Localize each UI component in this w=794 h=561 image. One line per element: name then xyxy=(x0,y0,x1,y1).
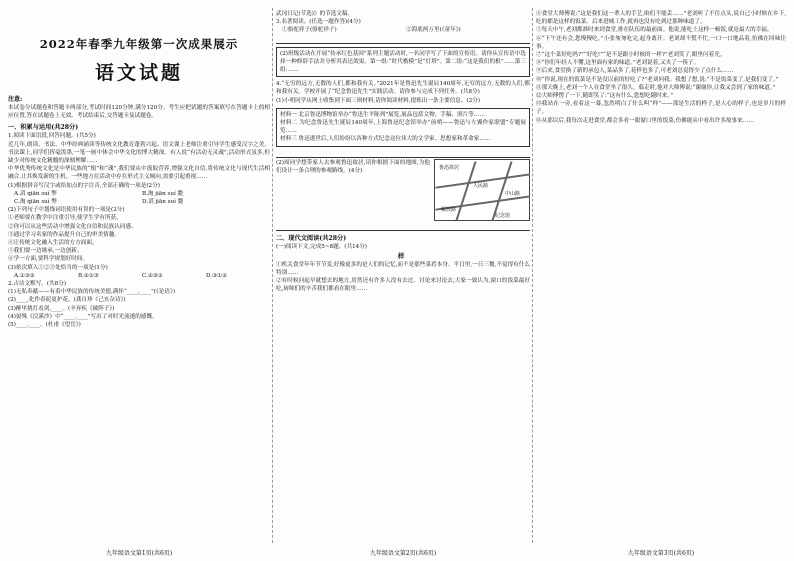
column-divider xyxy=(532,8,533,543)
article-paragraph: ⑤每天中午,老刘都准时来到食堂,排在队伍的最前面。他说,能吃上这样一顿饭,就是最大的幸福。 xyxy=(536,27,773,34)
page-footer: 九年级语文第2页(共6页) xyxy=(369,550,437,557)
material-3: 材料三 鲁迅逝世后,人们纷纷以各种方式纪念这位伟大的文学家、思想家和革命家…… xyxy=(280,136,491,143)
option: C.淘 qiān suì 弊 xyxy=(14,199,57,206)
question-1-2: (2)下列句子中划线词语使用有误的一项是(2分) xyxy=(8,207,125,214)
item: ③通过学习名家的作品提升自己的审美情趣。 xyxy=(8,231,120,238)
option: D.③①② xyxy=(206,272,228,279)
material-1: 材料一 北京鲁迅博物馆举办“鲁迅生平陈列”展览,展品包括文物、手稿、照片等…… xyxy=(280,111,486,118)
answer-line xyxy=(276,150,530,158)
article-title: 样 xyxy=(397,251,409,260)
route-map xyxy=(434,159,530,221)
article-paragraph: ⑫大师傅愣了一下,随即笑了:“这有什么,您想吃随时来。” xyxy=(536,93,674,100)
question-1-3: (3)依次填入①②③处恰当的一项是(1分) xyxy=(8,264,108,271)
reading-instruction: (一)阅读下文,完成5~8题。(共14分) xyxy=(276,243,367,250)
fill-line: (5)____,____。(杜甫《望岳》) xyxy=(8,322,81,329)
map-label: 中山路 xyxy=(505,190,521,197)
question-3: 3.名著阅读。(任选一题作答)(4分) xyxy=(276,19,361,26)
item: ④让传统文化融入生活的方方面面。 xyxy=(8,240,98,247)
option: ①骆驼祥子(骆驼祥子) xyxy=(282,27,337,34)
column-2 xyxy=(276,10,530,540)
option: B.淘 jiān suí 斃 xyxy=(142,190,184,197)
option: A.①③② xyxy=(14,272,35,279)
column-1 xyxy=(8,10,270,540)
question-1: 1.阅读下面语段,回答问题。(共5分) xyxy=(8,133,96,140)
article-paragraph: ⑨后来,食堂换了新的承包人,菜品多了,花样也多了,可老刘总觉得少了点什么…… xyxy=(536,68,734,75)
fill-line: (3)醉里挑灯看剑,____。(辛弃疾《破阵子》) xyxy=(8,305,115,312)
question-1-1: (1)根据拼音写汉字或给加点的字注音,全部正确的一项是(2分) xyxy=(8,182,160,189)
column-3 xyxy=(536,10,786,540)
paragraph: 近几年,朗读、书法、中华经典诵读等传统文化教育蓬勃兴起。语文课上老师注重引导学生感受汉字之美。书法课上,同学们挥毫泼墨,一笔一画中体会中华文化的博大精深。有人说“有活动无灵魂”,活动形式虽多,但缺少对传统文化精髓的深刻理解…… xyxy=(8,141,270,165)
notice-text: 本试卷分试题卷和答题卡两部分,考试时间120分钟,满分120分。考生应把试题的答案填写在答题卡上的相应位置,答在试题卷上无效。考试结束后,交答题卡及试题卷。 xyxy=(8,105,270,120)
option: B.②①③ xyxy=(78,272,99,279)
material-2: 材料二 为纪念鲁迅先生诞辰140周年,上海鲁迅纪念馆举办“前哨——鲁迅与左翼作家联盟”专题展览…… xyxy=(280,120,526,135)
question-4-1: (1)小明同学从网上收集到下面三则材料,请你阅读材料,提炼出一条主要信息。(2分) xyxy=(276,97,480,104)
continuation-text: 武冈日记(节选)》的节选文稿。 xyxy=(276,11,354,17)
option: C.②③① xyxy=(142,272,163,279)
paragraph: 中华优秀传统文化是中华民族的“根”和“魂”,我们要从中汲取营养,增强文化自信,将传统文化与现代生活相融合,让其焕发新的生机。一些地方在活动中存在形式主义倾向,需要引起重视…… xyxy=(8,166,270,181)
question-2: 2.古诗文默写。(共8分) xyxy=(8,281,67,288)
article-paragraph: ⑬我站在一旁,看着这一幕,忽然明白了什么叫“样”——那是生活的样子,是人心的样子,也是岁月的样子。 xyxy=(536,101,786,116)
answer-line xyxy=(276,36,530,44)
question-4-2: (2)周同学想带家人去参观鲁迅故居,请你根据下面的地图,为他们设计一条合理的参观路线。(4分) xyxy=(276,159,430,174)
map-label: 鲁迅故居 xyxy=(439,164,460,171)
article-paragraph: ⑦“这个菜好吃吗?”“好吃!”“是不是跟小时候的一样?”老刘笑了,眼里闪着光。 xyxy=(536,52,726,59)
article-paragraph: ②有时候问起早就想去的地方,居然还有许多人没有去过。讨论来讨论去,大家一致认为,窗口的饭菜最好吃,厨师们的辛苦我们都看在眼里…… xyxy=(276,278,530,293)
answer-line xyxy=(276,223,530,231)
map-label: 纪念馆 xyxy=(495,212,511,219)
column-divider xyxy=(272,8,273,543)
page-footer: 九年级语文第3页(共6页) xyxy=(627,550,695,557)
option: D.滔 jiān suì 斃 xyxy=(142,199,184,206)
article-paragraph: ①机关食堂年年节节变,好像更多的是人们的记忆,而不是那些菜肴本身。平日里,一日三餐,不觉得有什么特别…… xyxy=(276,261,530,277)
question-4: 4.“无穷的远方,无数的人们,都和我有关。”2021年是鲁迅先生诞辰140周年,无穷的远方,无数的人们,都和我有关。学校开展了“纪念鲁迅先生”实践活动。请你参与完成下列任务。(共8分) xyxy=(276,81,530,96)
boxed-question: (2)班级活动在开展“传承红色基因”系列主题活动时,一名同学写了下面的宣传语。请你从宣传语中选择一种修辞手法并分析其表达效果。第一组:“时代楷模”是“灯塔”。第二组:“这是我们的根”……第三组:…… xyxy=(276,47,530,78)
item: ⑥学一方面,要科学规划好时间。 xyxy=(8,256,89,263)
fill-line: (4)晏殊《浣溪沙》中“____,____”写出了对时光流逝的感慨。 xyxy=(8,313,158,320)
article-paragraph: ⑥“下午还有会,您慢慢吃。”小张匆匆吃完,起身离开。老刘却不慌不忙,一口一口地品着,仿佛在回味往事。 xyxy=(536,35,786,50)
option: ②海底两万里(《童年》) xyxy=(406,27,461,34)
article-paragraph: ⑭从那以后,我每次走进食堂,都会多看一眼窗口里的饭菜,仿佛能从中看出许多故事来…… xyxy=(536,117,754,124)
item: ①老师要在教学中注重引导,使学生学有所获。 xyxy=(8,215,122,222)
section-1-heading: 一、积累与运用(共28分) xyxy=(8,124,79,132)
fill-line: (1)无私奉献——有着中华民族的传统美德,满怀“____,____”(《论语》) xyxy=(8,289,175,296)
subject-title: 语文试题 xyxy=(94,62,183,84)
section-2-heading: 二、现代文阅读(共28分) xyxy=(276,234,347,242)
article-paragraph: ⑩“你说,现在的饭菜是不是没以前的好吃了?”老刘问我。我想了想,说:“不是饭菜变了,是我们变了。” xyxy=(536,76,779,83)
option: A.滔 qiān suí 弊 xyxy=(14,190,57,197)
exam-title: 2022年春季九年级第一次成果展示 xyxy=(39,37,239,51)
fill-line: (2)____,化作春泥更护花。(龚自珍《己亥杂诗》) xyxy=(8,297,126,304)
article-paragraph: ⑪那天晚上,老刘一个人在食堂坐了很久。临走时,他对大师傅说:“谢谢你,让我又尝到了家的味道。” xyxy=(536,84,776,91)
map-label: 人民路 xyxy=(473,182,489,189)
article-paragraph: ④食堂大师傅说:“这是我们这一辈人的手艺,咱们不能丢……”老刘听了不住点头,说自己小时候在乡下,吃的都是这样的饭菜。后来进城工作,就再也没有吃到过那种味道了。 xyxy=(536,11,786,26)
page-footer: 九年级语文第1页(共6页) xyxy=(105,550,173,557)
map-label: 解放路 xyxy=(441,206,457,213)
item: ⑤我们要一边继承,一边创新。 xyxy=(8,248,83,255)
item: ②你可以从这些活动中增强文化自信和民族认同感。 xyxy=(8,223,137,230)
notice-label: 注意: xyxy=(8,96,23,103)
article-paragraph: ⑧“你们年轻人不懂,这里面有家的味道。”老刘说着,又夹了一筷子。 xyxy=(536,60,700,67)
